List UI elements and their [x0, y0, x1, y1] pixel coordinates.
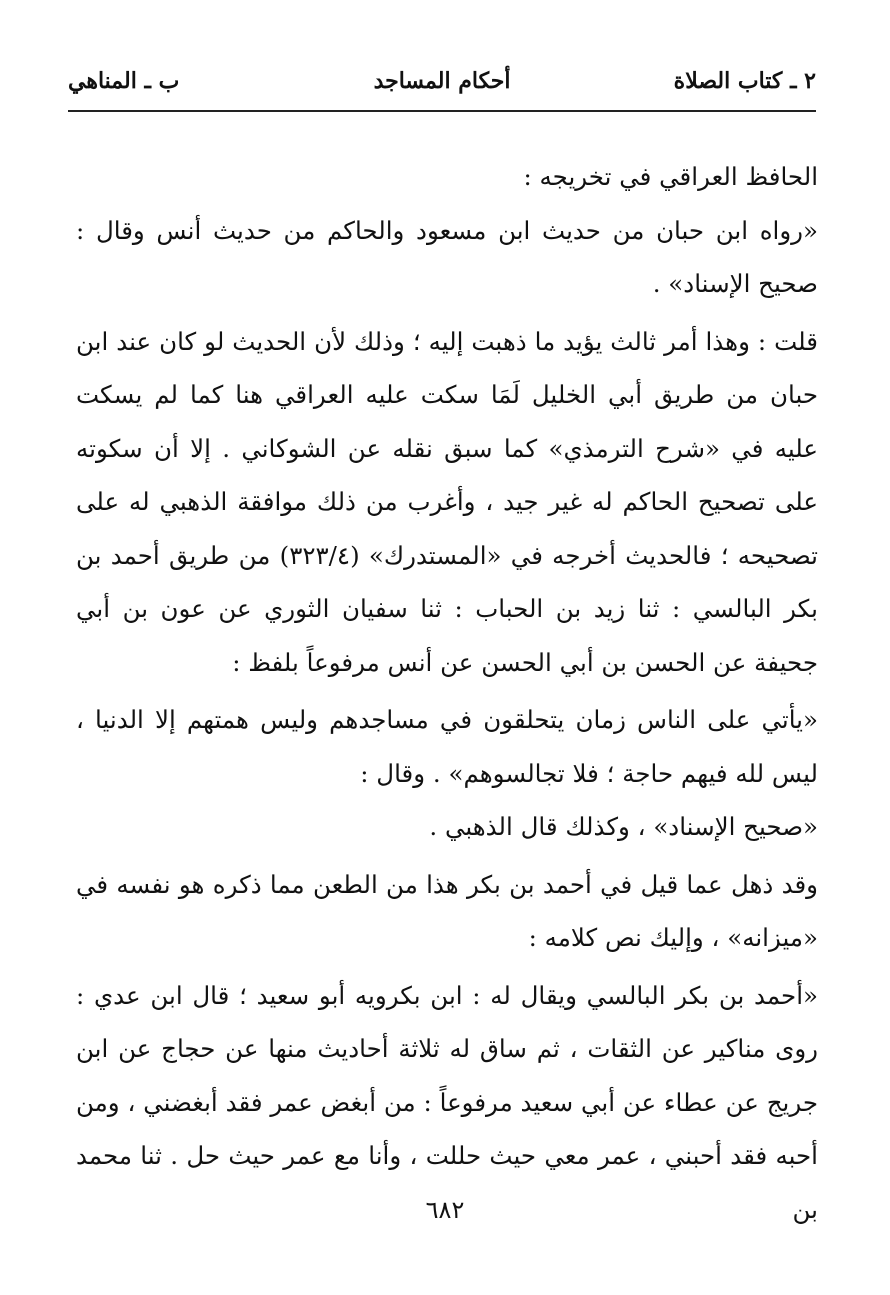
paragraph-hadith-text: «يأتي على الناس زمان يتحلقون في مساجدهم وليس همتهم إلا الدنيا ، ليس لله فيهم حاجة ؛ فلا تجالسوهم» . وقال : [76, 705, 818, 788]
paragraph-quote-iraqi: «رواه ابن حبان من حديث ابن مسعود والحاكم من حديث أنس وقال : صحيح الإسناد» . [76, 215, 818, 298]
header-divider [68, 110, 816, 112]
paragraph-mizan-quote: «أحمد بن بكر البالسي ويقال له : ابن بكرويه أبو سعيد ؛ قال ابن عدي : روى مناكير عن الثقات ، ثم ساق له ثلاثة أحاديث منها عن حجاج عن ابن جريج عن عطاء عن أبي سعيد مرفوعاً : من أبغض عمر فقد أبغضني ، ومن أحبه فقد أحبني ، عمر معي حيث حللت ، وأنا مع عمر حيث حل . ثنا محمد بن [76, 980, 818, 1224]
paragraph-critique: وقد ذهل عما قيل في أحمد بن بكر هذا من الطعن مما ذكره هو نفسه في «ميزانه» ، وإليك نص كلامه : [76, 869, 818, 952]
paragraph-intro: الحافظ العراقي في تخريجه : [523, 162, 818, 191]
paragraph-grading: «صحيح الإسناد» ، وكذلك قال الذهبي . [429, 812, 818, 841]
header-book-title: ٢ ـ كتاب الصلاة [673, 68, 816, 94]
page-body [76, 150, 818, 1236]
running-header [68, 62, 816, 102]
page-number: ٦٨٢ [425, 1196, 465, 1224]
header-section-title: ب ـ المناهي [68, 68, 180, 94]
paragraph-commentary: قلت : وهذا أمر ثالث يؤيد ما ذهبت إليه ؛ وذلك لأن الحديث لو كان عند ابن حبان من طريق أبي الخليل لَمَا سكت عليه العراقي هنا كما لم يسكت عليه في «شرح الترمذي» كما سبق نقله عن الشوكاني . إلا أن سكوته على تصحيح الحاكم له غير جيد ، وأغرب من ذلك موافقة الذهبي له على تصحيحه ؛ فالحديث أخرجه في «المستدرك» (٣٢٣/٤) من طريق أحمد بن بكر البالسي : ثنا زيد بن الحباب : ثنا سفيان الثوري عن عون بن أبي جحيفة عن الحسن بن أبي الحسن عن أنس مرفوعاً بلفظ : [76, 326, 818, 677]
header-chapter-title: أحكام المساجد [373, 68, 511, 94]
